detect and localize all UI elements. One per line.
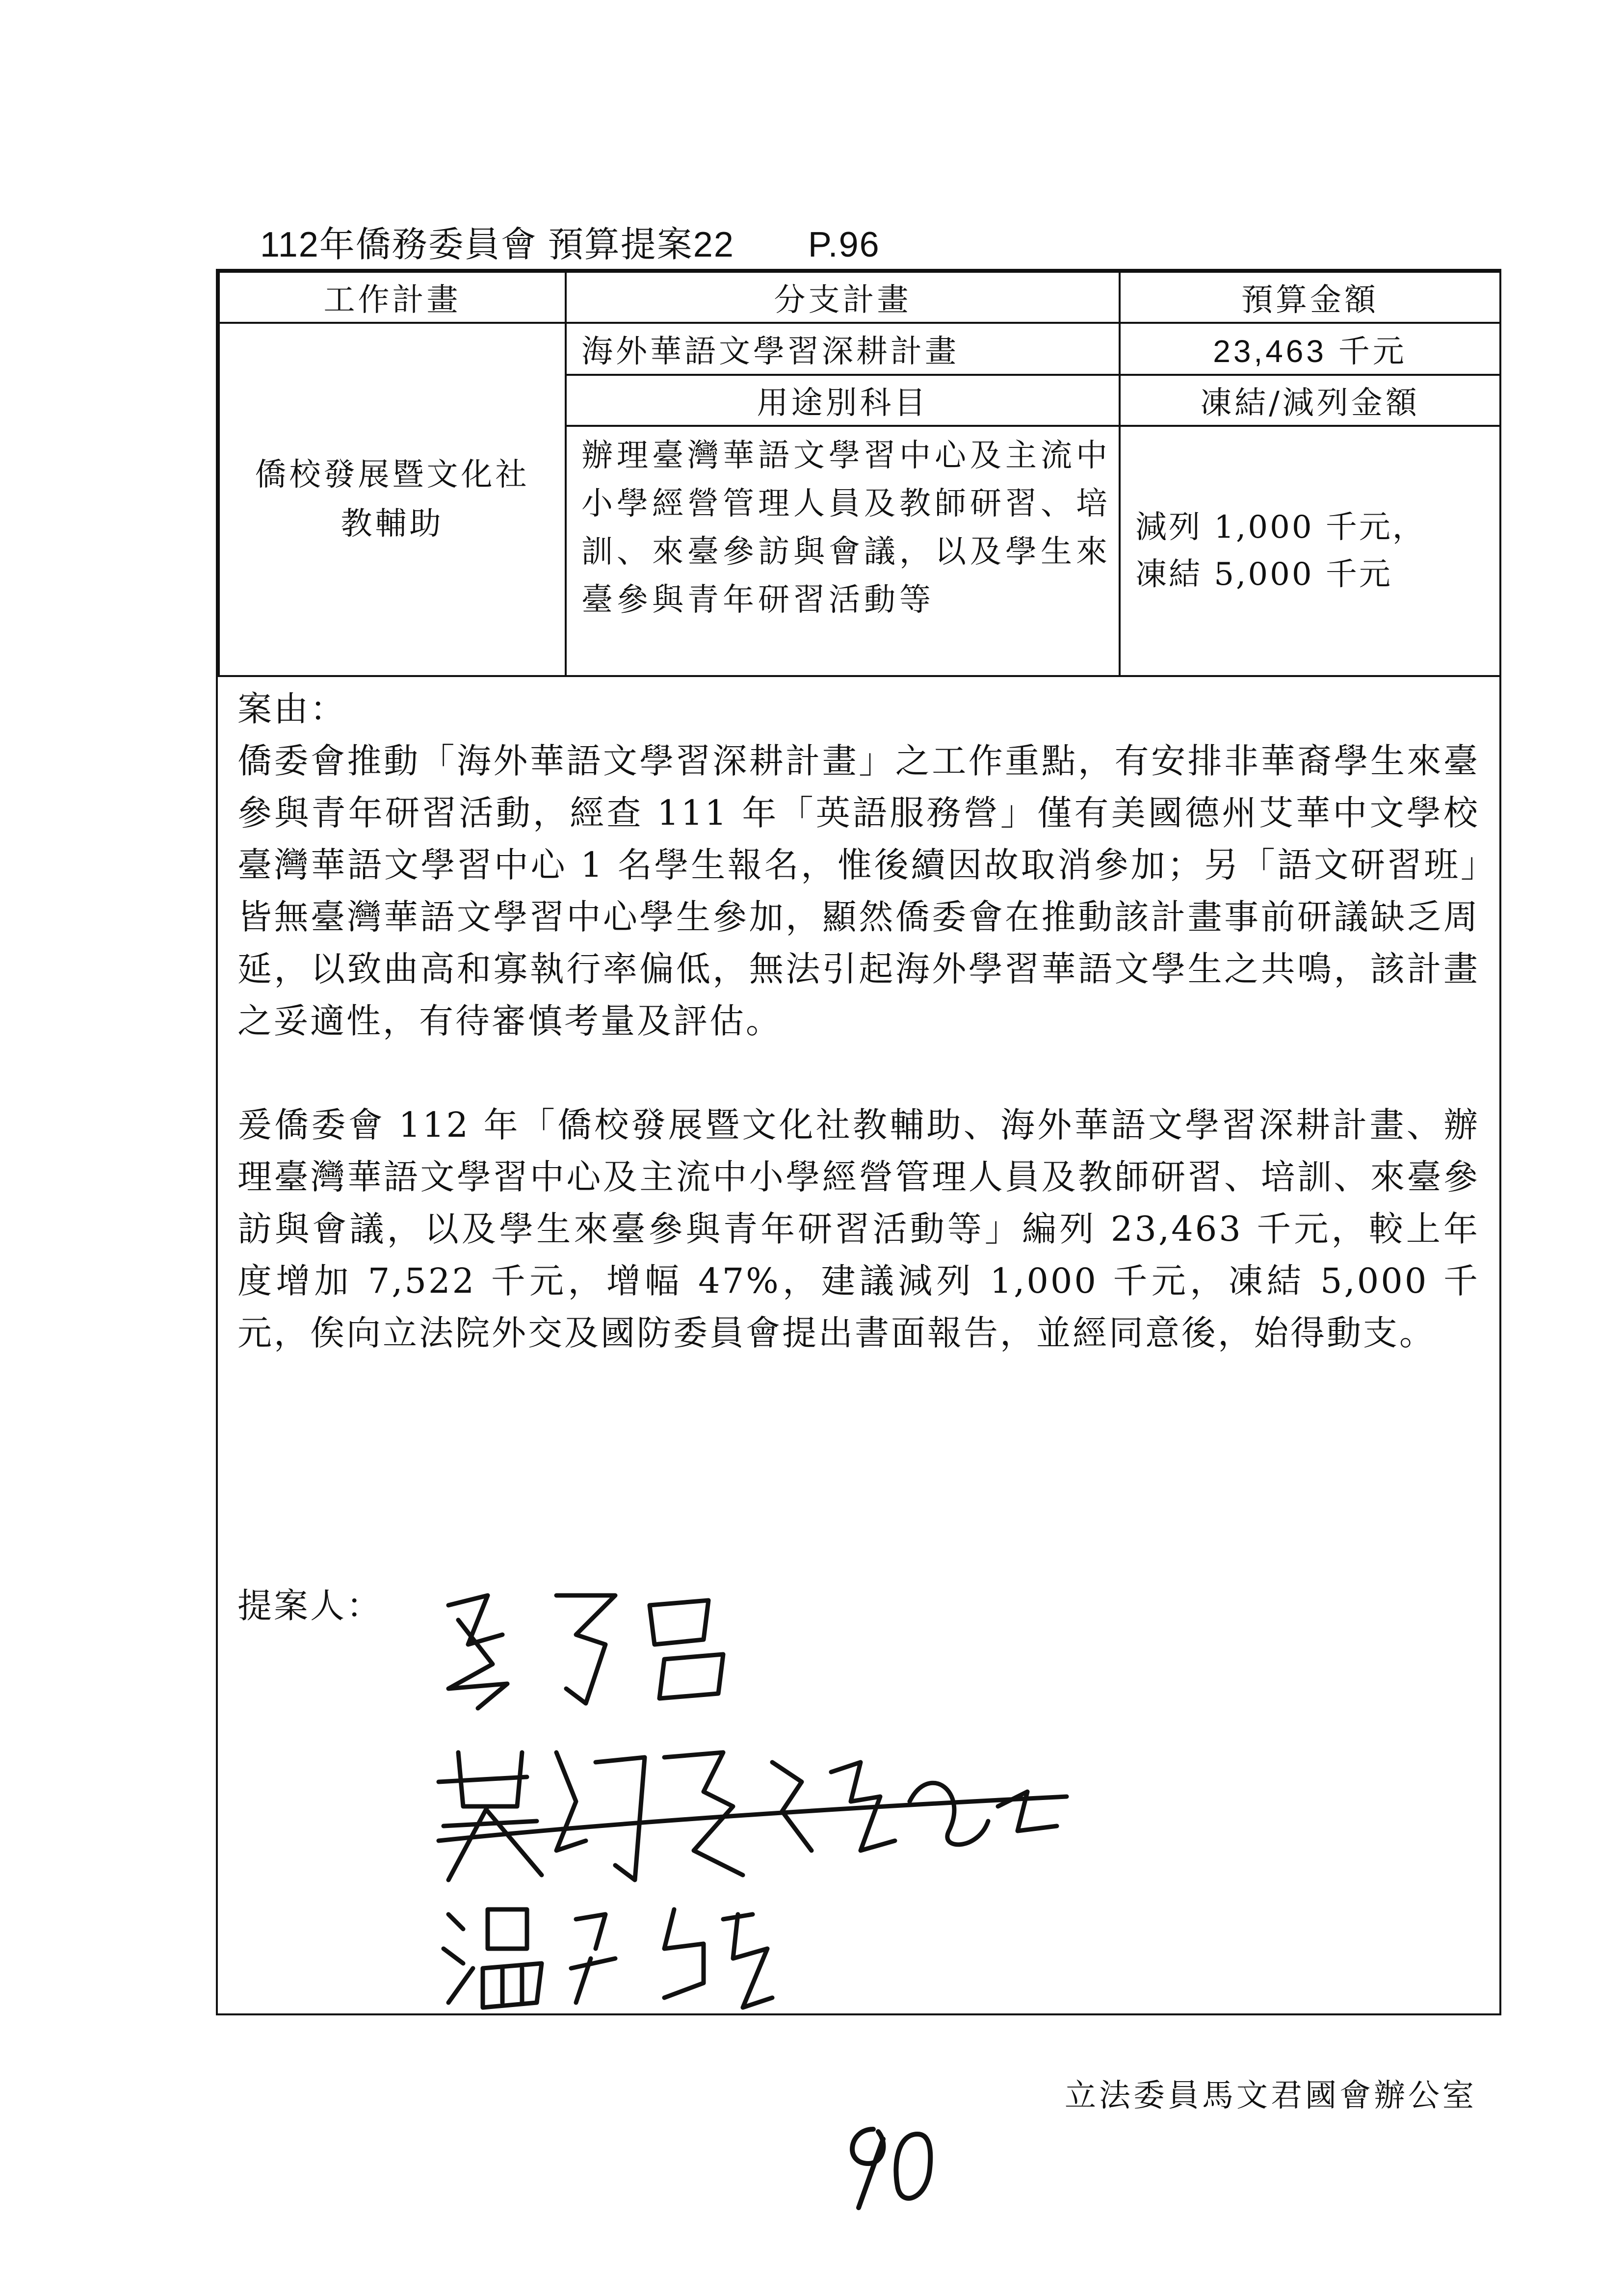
header-branch-plan: 分支計畫 xyxy=(566,272,1120,323)
reason-label: 案由： xyxy=(237,689,346,729)
proposer-label: 提案人： xyxy=(237,1586,383,1626)
handwritten-page-number xyxy=(829,2110,942,2218)
work-plan-text: 僑校發展暨文化社教輔助 xyxy=(255,457,530,542)
handwritten-signatures xyxy=(429,1576,1459,2017)
signature-3 xyxy=(444,1909,772,2008)
page-reference: P.96 xyxy=(808,225,880,264)
signature-1 xyxy=(448,1595,723,1708)
budget-table xyxy=(218,271,1501,677)
proposal-form xyxy=(216,269,1501,2015)
proposal-title: 112年僑務委員會 預算提案22 xyxy=(260,225,734,264)
budget-amount-cell: 23,463 千元 xyxy=(1120,323,1500,375)
proposal-header xyxy=(260,216,880,267)
reduction-amount: 減列 1,000 千元， xyxy=(1135,509,1426,546)
header-budget-amount: 預算金額 xyxy=(1120,272,1500,323)
purpose-item-cell: 辦理臺灣華語文學習中心及主流中小學經營管理人員及教師研習、培訓、來臺參訪與會議，以及學生來臺參與青年研習活動等 xyxy=(566,426,1120,676)
branch-plan-cell: 海外華語文學習深耕計畫 xyxy=(566,323,1120,375)
purpose-header-cell: 用途別科目 xyxy=(566,375,1120,426)
office-name: 立法委員馬文君國會辦公室 xyxy=(1065,2078,1477,2114)
freeze-amount-cell xyxy=(1120,426,1500,676)
reason-section xyxy=(237,683,1480,1359)
reason-paragraph-1: 僑委會推動「海外華語文學習深耕計畫」之工作重點，有安排非華裔學生來臺參與青年研習活動，經查 111 年「英語服務營」僅有美國德州艾華中文學校臺灣華語文學習中心 1 名學生報名，惟後續因故取消參加；另「語文研習班」皆無臺灣華語文學習中心學生參加，顯然僑委會在推動該計畫事前研議缺乏周延，以致曲高和寡執行率偏低，無法引起海外學習華語文學生之共鳴，該計畫之妥適性，有待審慎考量及評估。 xyxy=(237,741,1480,1041)
header-work-plan: 工作計畫 xyxy=(219,272,566,323)
freeze-amount: 凍結 5,000 千元 xyxy=(1135,556,1392,593)
reason-paragraph-2: 爰僑委會 112 年「僑校發展暨文化社教輔助、海外華語文學習深耕計畫、辦理臺灣華語文學習中心及主流中小學經營管理人員及教師研習、培訓、來臺參訪與會議，以及學生來臺參與青年研習活動等」編列 23,463 千元，較上年度增加 7,522 千元，增幅 47%，建議減列 1,000 千元，凍結 5,000 千元，俟向立法院外交及國防委員會提出書面報告，並經同意後，始得動支。 xyxy=(237,1105,1480,1353)
table-header-row xyxy=(219,272,1500,323)
work-plan-cell xyxy=(219,323,566,676)
freeze-header-cell: 凍結/減列金額 xyxy=(1120,375,1500,426)
signature-2 xyxy=(439,1752,1067,1880)
table-row xyxy=(219,323,1500,375)
